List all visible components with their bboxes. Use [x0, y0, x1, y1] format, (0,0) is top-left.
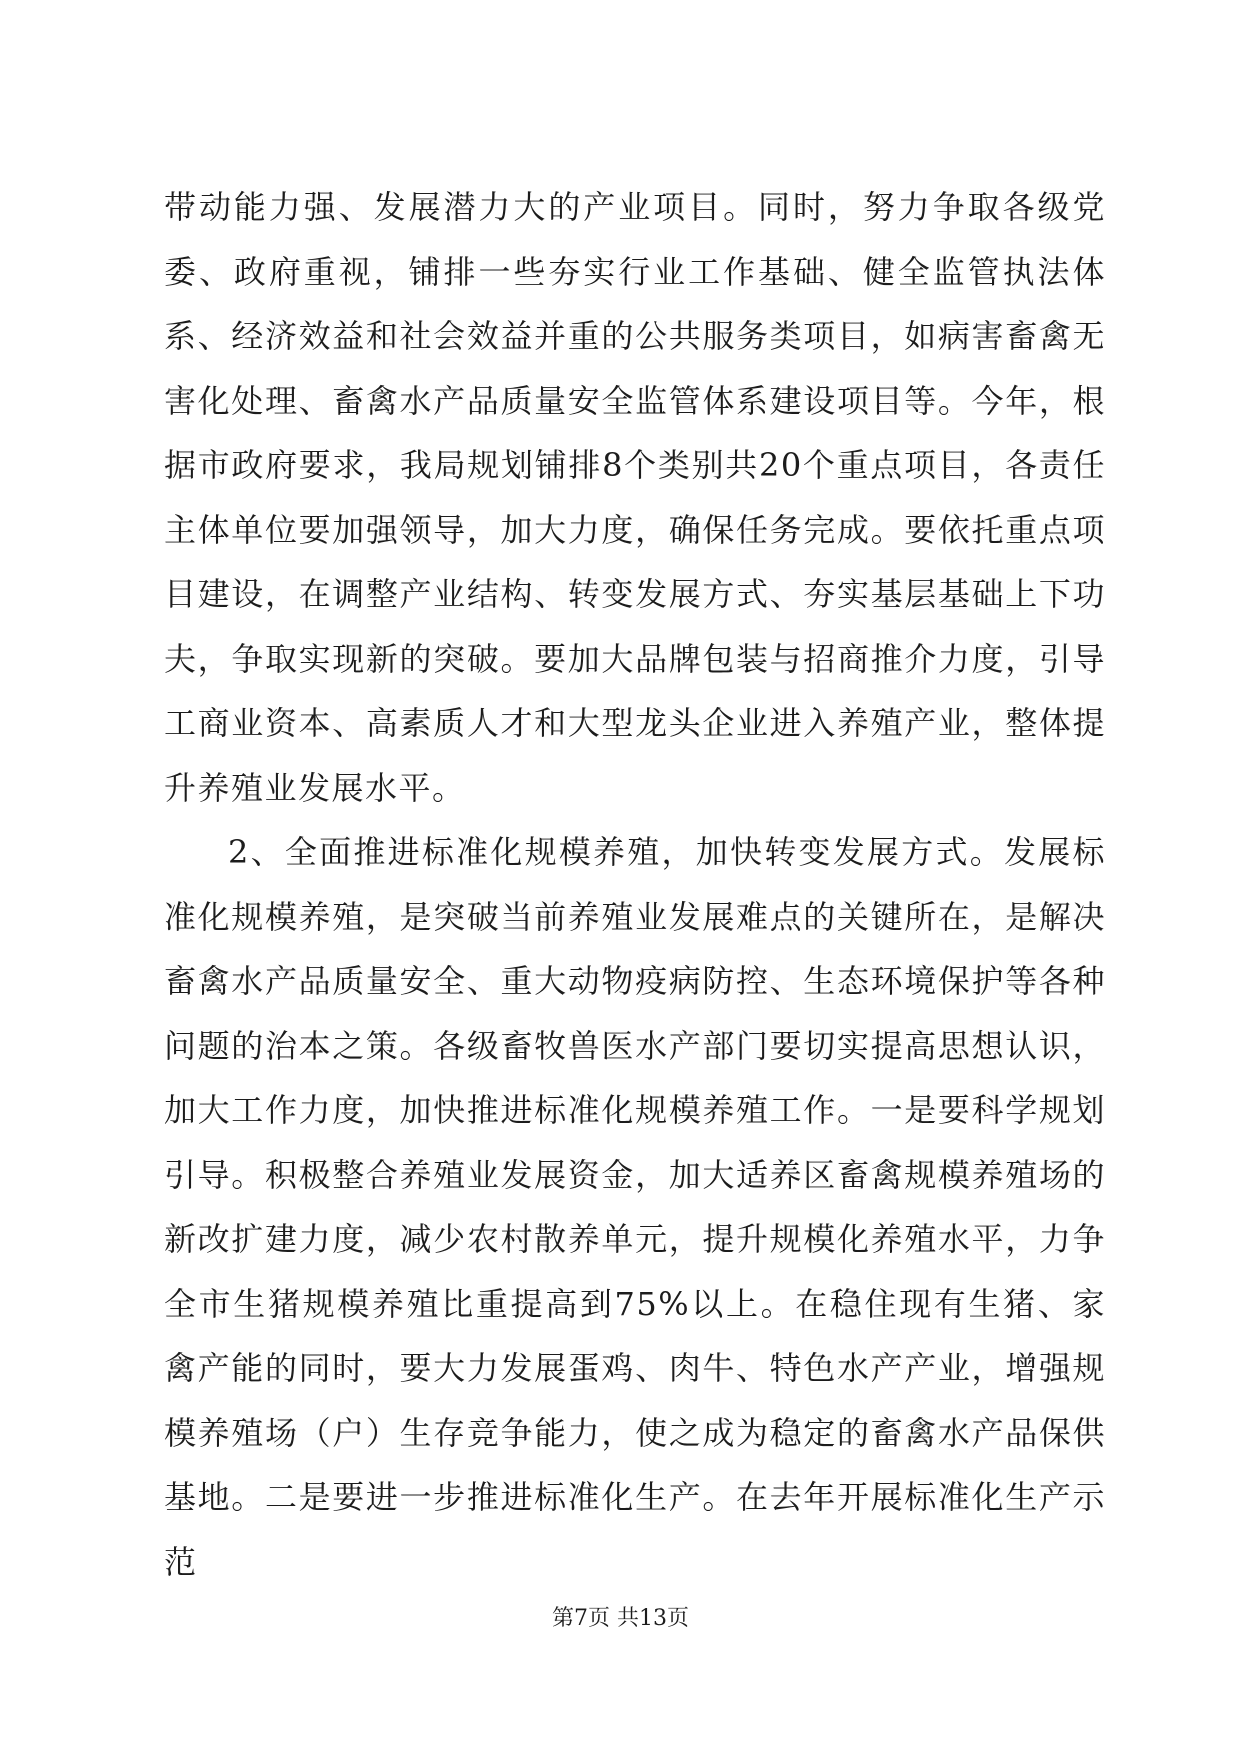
- page-number-footer: 第7页 共13页: [552, 1606, 689, 1631]
- paragraph-continuation: 带动能力强、发展潜力大的产业项目。同时，努力争取各级党委、政府重视，铺排一些夯实行业工作基础、健全监管执法体系、经济效益和社会效益并重的公共服务类项目，如病害畜禽无害化处理、畜禽水产品质量安全监管体系建设项目等。今年，根据市政府要求，我局规划铺排8个类别共20个重点项目，各责任主体单位要加强领导，加大力度，确保任务完成。要依托重点项目建设，在调整产业结构、转变发展方式、夯实基层基础上下功夫，争取实现新的突破。要加大品牌包装与招商推介力度，引导工商业资本、高素质人才和大型龙头企业进入养殖产业，整体提升养殖业发展水平。: [164, 188, 1106, 807]
- paragraph-section-2: 2、全面推进标准化规模养殖，加快转变发展方式。发展标准化规模养殖，是突破当前养殖业发展难点的关键所在，是解决畜禽水产品质量安全、重大动物疫病防控、生态环境保护等各种问题的治本之策。各级畜牧兽医水产部门要切实提高思想认识，加大工作力度，加快推进标准化规模养殖工作。一是要科学规划引导。积极整合养殖业发展资金，加大适养区畜禽规模养殖场的新改扩建力度，减少农村散养单元，提升规模化养殖水平，力争全市生猪规模养殖比重提高到75%以上。在稳住现有生猪、家禽产能的同时，要大力发展蛋鸡、肉牛、特色水产产业，增强规模养殖场（户）生存竞争能力，使之成为稳定的畜禽水产品保供基地。二是要进一步推进标准化生产。在去年开展标准化生产示范: [164, 833, 1106, 1581]
- body-text: [164, 175, 1106, 1594]
